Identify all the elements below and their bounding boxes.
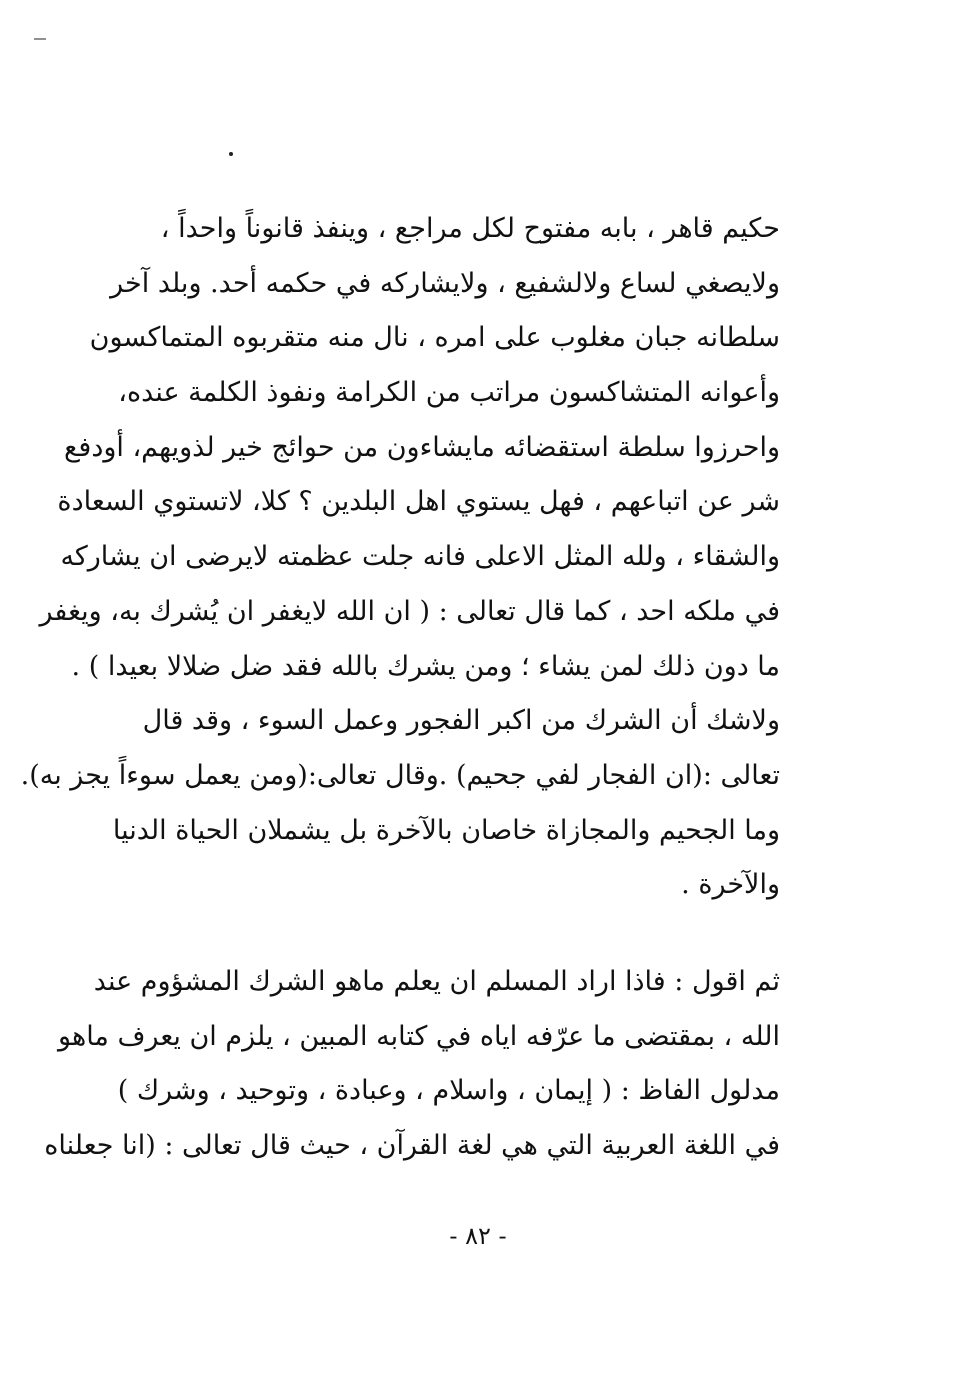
text-line: وأعوانه المتشاكسون مراتب من الكرامة ونفوذ الكلمة عنده، bbox=[118, 377, 780, 409]
text-line: وما الجحيم والمجازاة خاصان بالآخرة بل يشملان الحياة الدنيا bbox=[112, 814, 780, 846]
text-line: سلطانه جبان مغلوب على امره ، نال منه متقربوه المتماكسون bbox=[89, 322, 780, 354]
text-line: حكيم قاهر ، بابه مفتوح لكل مراجع ، وينفذ قانوناً واحداً ، bbox=[160, 213, 780, 244]
text-line: تعالى :(ان الفجار لفي جحيم) .وقال تعالى:(ومن يعمل سوءاً يجز به). bbox=[20, 759, 780, 791]
text-line: ولاشك أن الشرك من اكبر الفجور وعمل السوء ، وقد قال bbox=[142, 705, 780, 737]
scan-dot bbox=[229, 152, 233, 156]
scan-speck bbox=[34, 38, 46, 40]
text-line: مدلول الفاظ : ( إيمان ، واسلام ، وعبادة ، وتوحيد ، وشرك ) bbox=[117, 1075, 780, 1107]
text-line: الله ، بمقتضى ما عرّفه اياه في كتابه المبين ، يلزم ان يعرف ماهو bbox=[58, 1020, 780, 1052]
text-line: شر عن اتباعهم ، فهل يستوي اهل البلدين ؟ كلا، لاتستوي السعادة bbox=[57, 486, 780, 518]
text-line: واحرزوا سلطة استقضائه مايشاءون من حوائج خير لذويهم، أودفع bbox=[64, 431, 780, 463]
page-number: - ٨٢ - bbox=[449, 1222, 507, 1250]
text-line: والآخرة . bbox=[681, 869, 780, 901]
text-line: ولايصغي لساع ولالشفيع ، ولايشاركه في حكمه أحد. وبلد آخر bbox=[110, 267, 780, 299]
text-line: في اللغة العربية التي هي لغة القرآن ، حيث قال تعالى : (انا جعلناه bbox=[44, 1130, 780, 1162]
paragraph-1 bbox=[20, 202, 780, 913]
text-line: ما دون ذلك لمن يشاء ؛ ومن يشرك بالله فقد ضل ضلالا بعيدا ) . bbox=[71, 650, 780, 682]
text-line: ثم اقول : فاذا اراد المسلم ان يعلم ماهو الشرك المشؤوم عند bbox=[93, 966, 780, 997]
paragraph-2 bbox=[44, 955, 780, 1174]
text-line: في ملكه احد ، كما قال تعالى : ( ان الله لايغفر ان يُشرك به، ويغفر bbox=[39, 595, 780, 627]
text-line: والشقاء ، ولله المثل الاعلى فانه جلت عظمته لايرضى ان يشاركه bbox=[60, 541, 780, 573]
